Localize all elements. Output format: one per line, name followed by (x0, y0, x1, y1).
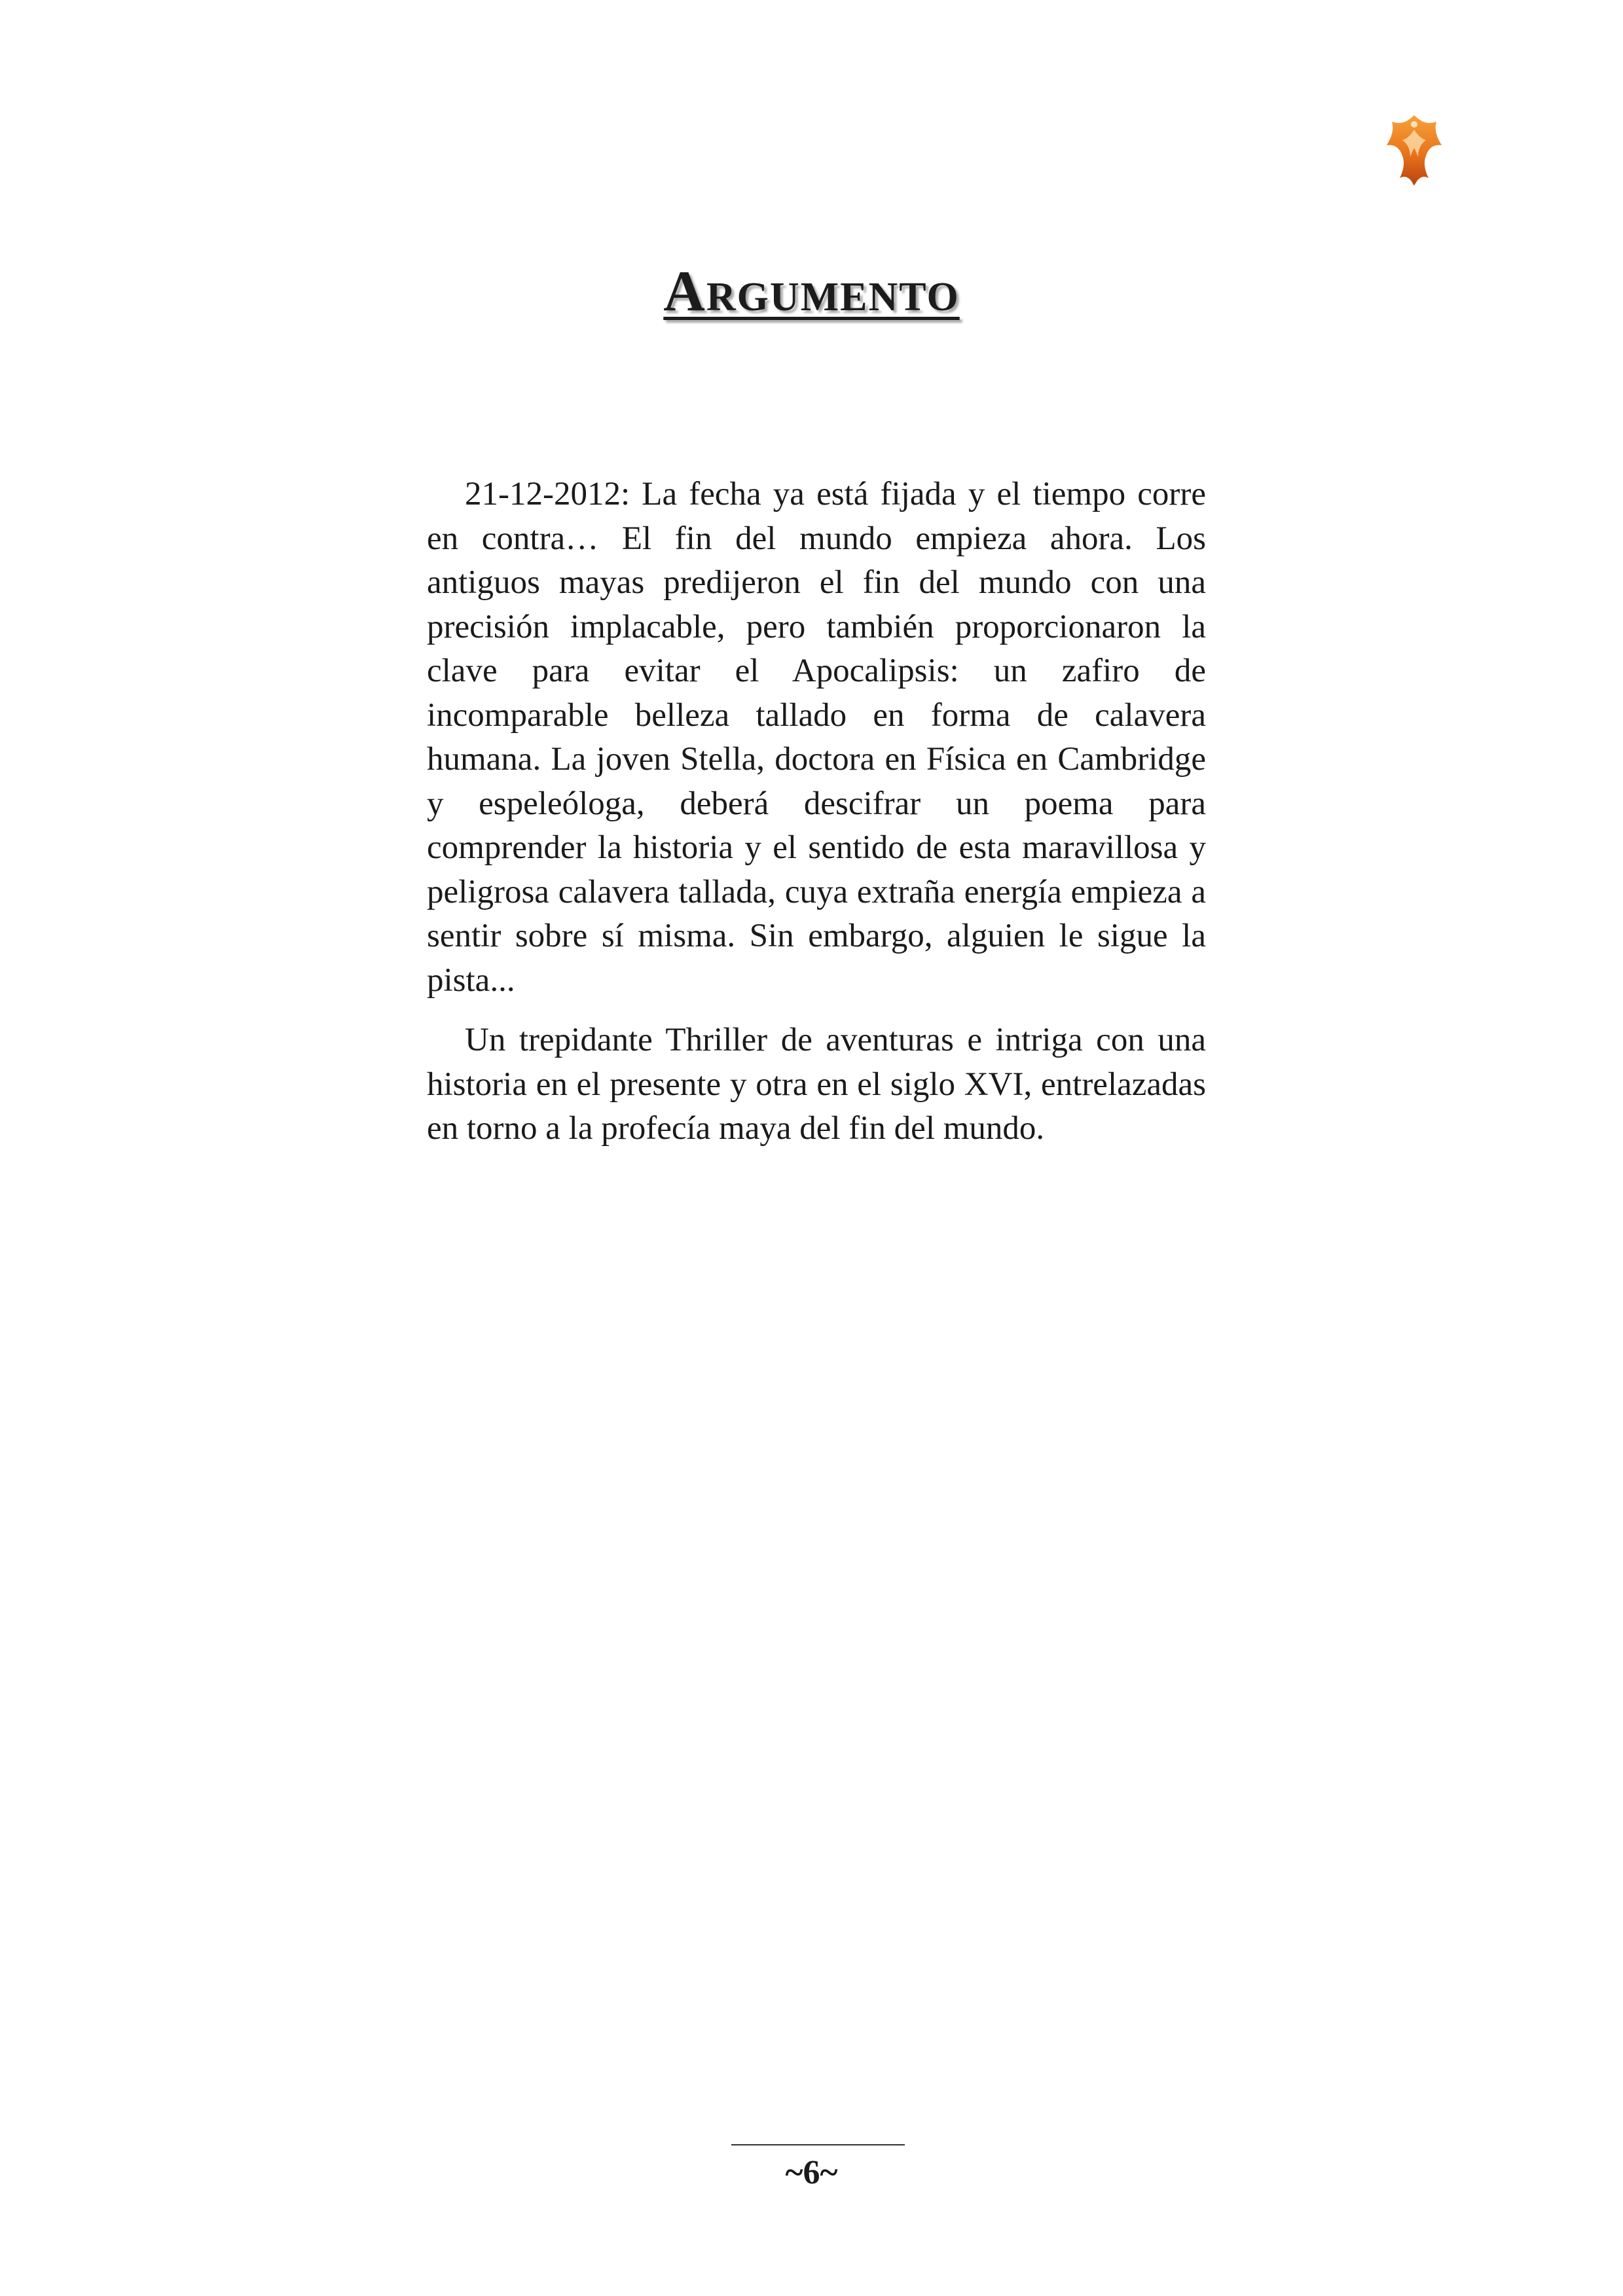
phoenix-logo-icon (1380, 110, 1448, 188)
page-number: ~6~ (785, 2154, 838, 2191)
page-title: Argumento (663, 260, 960, 323)
footer-divider (731, 2144, 905, 2145)
synopsis-text (427, 473, 1206, 1151)
synopsis-paragraph: 21-12-2012: La fecha ya está fijada y el tiempo corre en contra… El fin del mundo empieza ahora. Los antiguos mayas predijeron el fin del mundo con una precisión implacable, pero también proporcionaron la clave para evitar el Apocalipsis: un zafiro de incomparable belleza tallado en forma de calavera humana. La joven Stella, doctora en Física en Cambridge y espeleóloga, deberá descifrar un poema para comprender la historia y el sentido de esta maravillosa y peligrosa calavera tallada, cuya extraña energía empieza a sentir sobre sí misma. Sin embargo, alguien le sigue la pista... (427, 476, 1206, 999)
synopsis-paragraph: Un trepidante Thriller de aventuras e intriga con una historia en el presente y otra en el siglo XVI, entrelazadas en torno a la profecía maya del fin del mundo. (427, 1022, 1206, 1147)
